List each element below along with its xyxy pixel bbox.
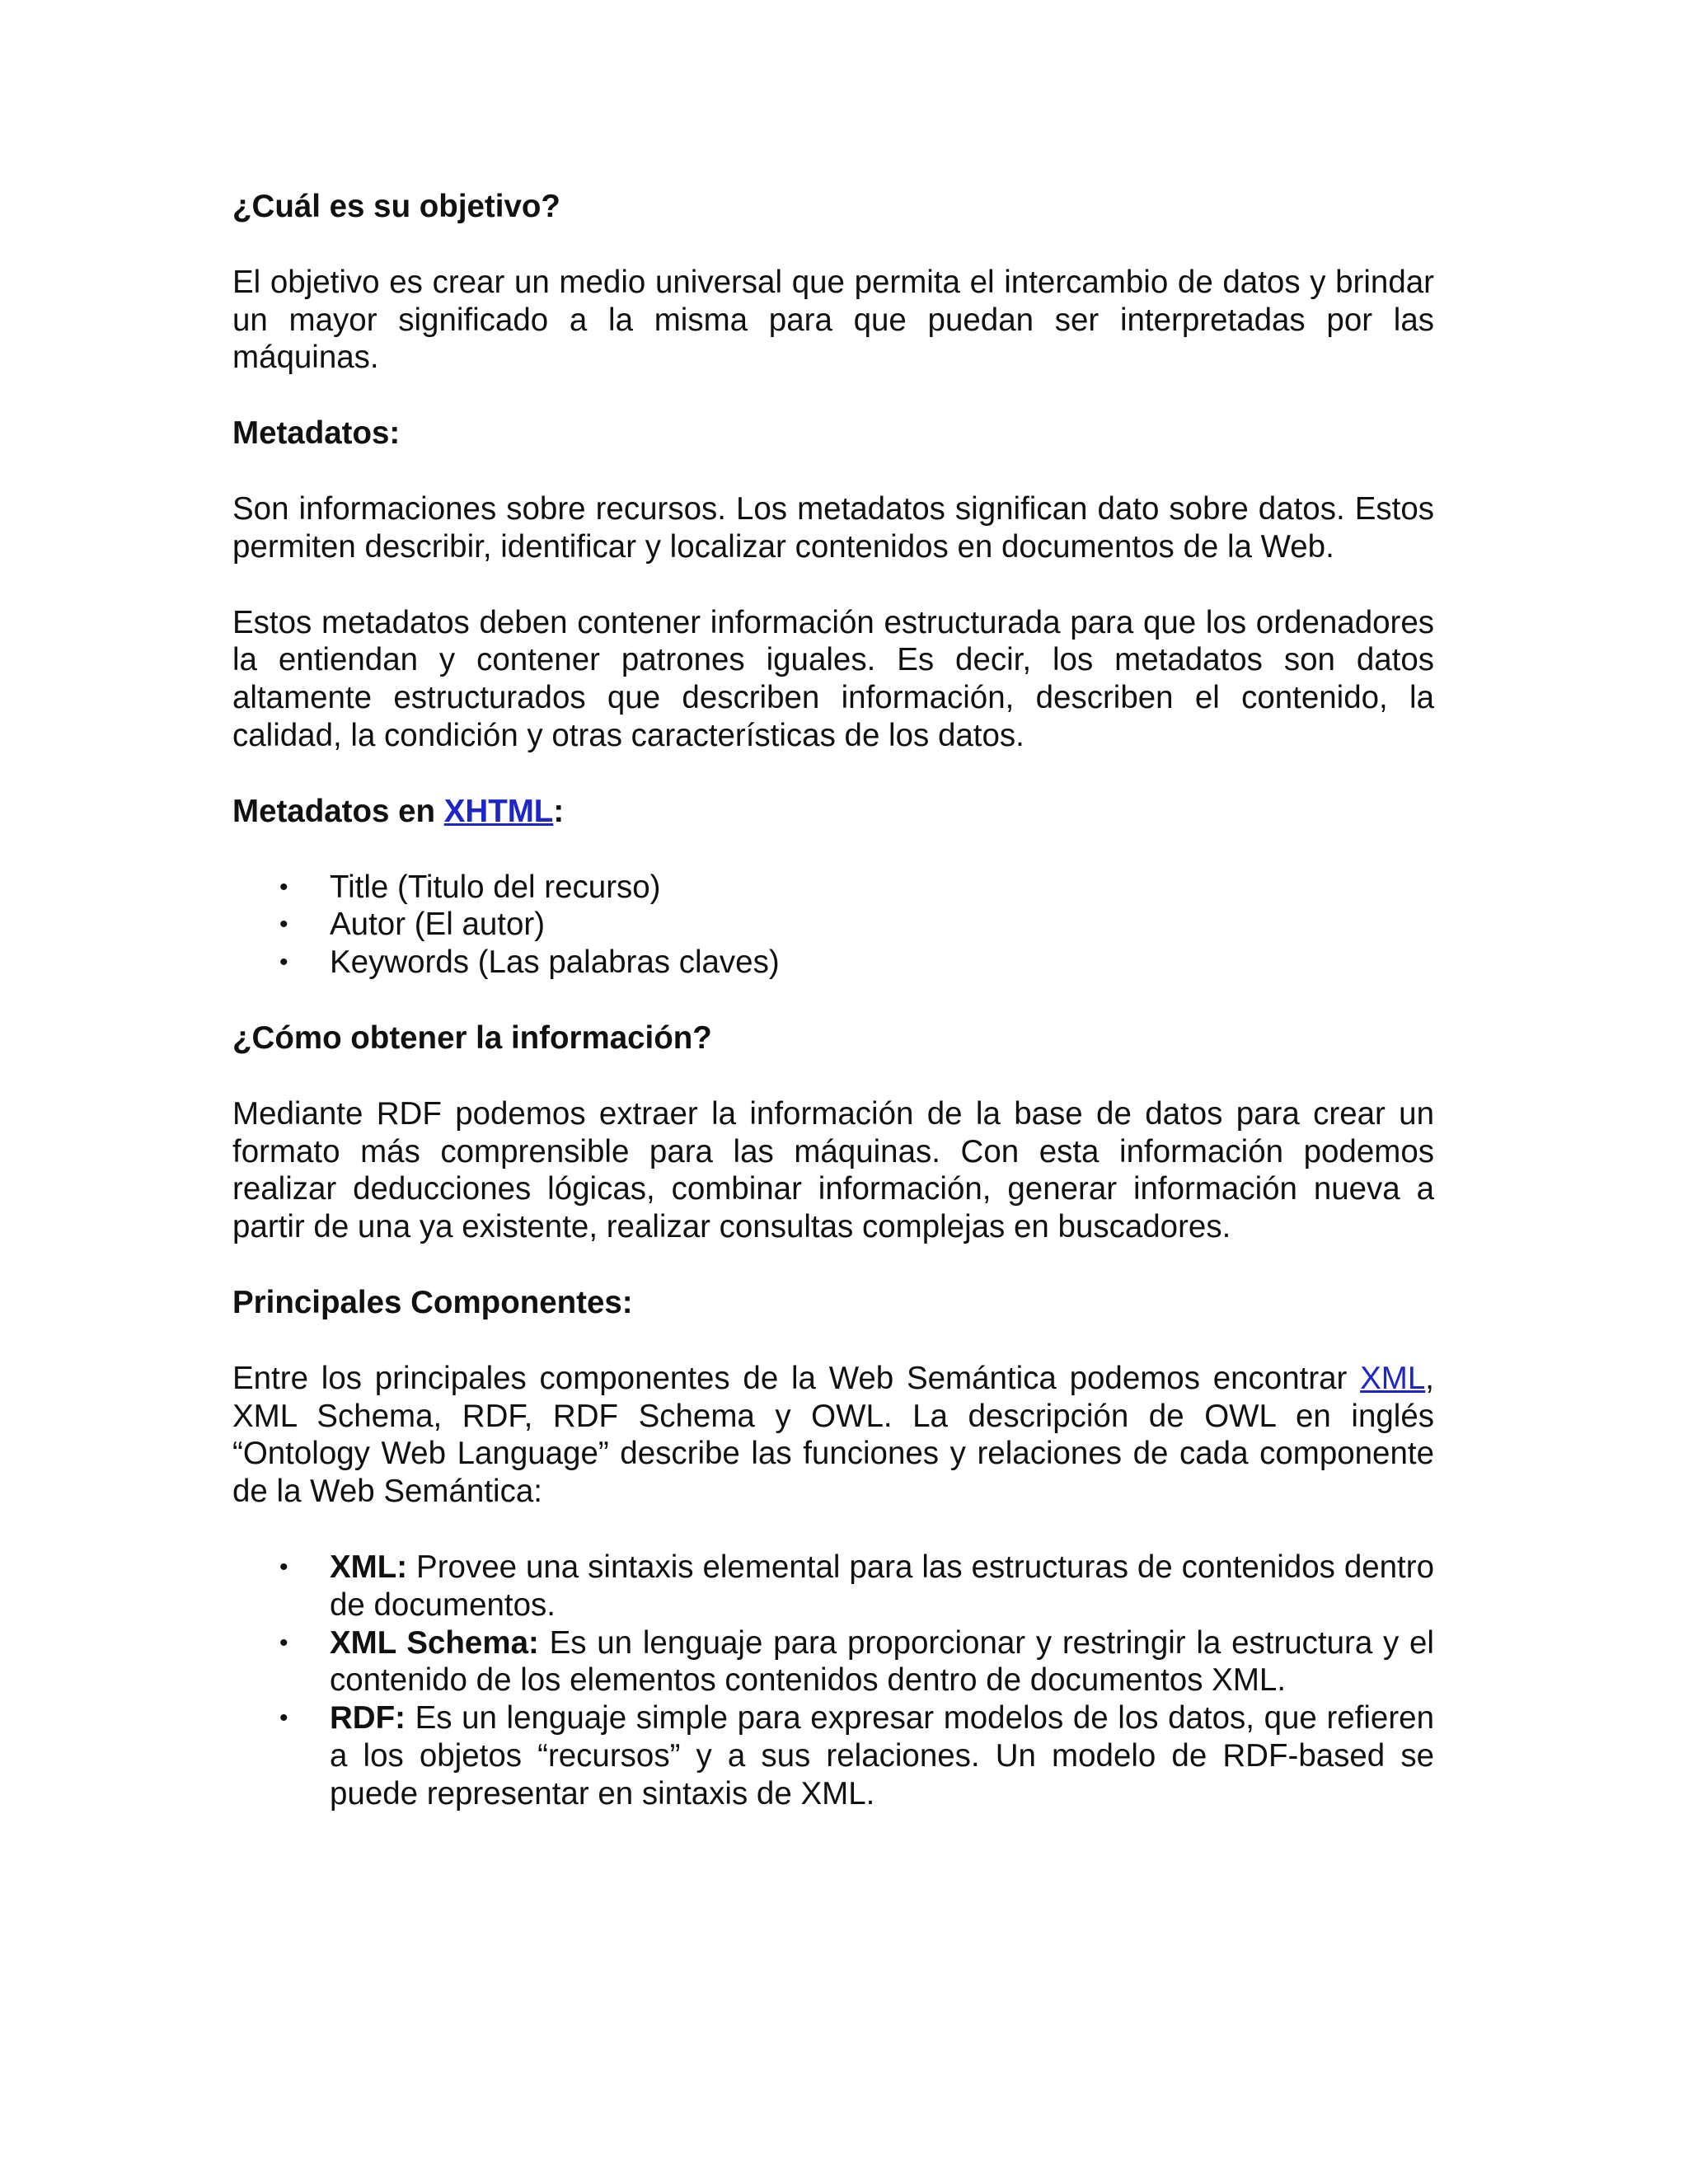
heading-principales-componentes: Principales Componentes: — [232, 1284, 633, 1320]
xhtml-link[interactable]: XHTML — [443, 793, 554, 829]
xml-link[interactable]: XML — [1360, 1360, 1426, 1396]
description-rdf: Es un lenguaje simple para expresar modelos de los datos, que refieren a los objetos “recursos” y a sus relaciones. Un modelo de RDF-based se puede representar en sintaxis de XML. — [330, 1700, 1434, 1811]
term-rdf: RDF: — [330, 1700, 406, 1736]
list-item-xml-schema — [330, 1624, 1434, 1700]
paragraph-obtener-informacion: Mediante RDF podemos extraer la información de la base de datos para crear un formato más comprensible para las máquinas. Con esta información podemos realizar deducciones lógicas, combinar información, generar información nueva a partir de una ya existente, realizar consultas complejas en buscadores. — [232, 1095, 1434, 1245]
paragraph-metadatos-structure: Estos metadatos deben contener información estructurada para que los ordenadores la entiendan y contener patrones iguales. Es decir, los metadatos son datos altamente estructurados que describen información, describen el contenido, la calidad, la condición y otras características de los datos. — [232, 604, 1434, 753]
xhtml-metadata-list — [232, 869, 1434, 982]
list-item-xml — [330, 1549, 1434, 1624]
document-page — [232, 188, 1434, 1851]
componentes-list — [232, 1549, 1434, 1813]
heading-obtener-informacion: ¿Cómo obtener la información? — [232, 1019, 712, 1056]
list-item-rdf — [330, 1699, 1434, 1812]
heading-metadatos-xhtml-suffix: : — [553, 793, 565, 829]
heading-metadatos: Metadatos: — [232, 415, 401, 452]
list-item-title: • Title (Titulo del recurso) — [330, 869, 1434, 907]
term-xml: XML: — [330, 1549, 408, 1585]
list-item-keywords: • Keywords (Las palabras claves) — [330, 944, 1434, 982]
description-xml: Provee una sintaxis elemental para las estructuras de contenidos dentro de documentos. — [330, 1549, 1434, 1623]
componentes-intro-prefix: Entre los principales componentes de la Web Semántica podemos encontrar — [232, 1360, 1361, 1396]
heading-metadatos-xhtml-prefix: Metadatos en — [232, 793, 444, 829]
heading-metadatos-xhtml — [232, 793, 1434, 831]
heading-objetivo: ¿Cuál es su objetivo? — [232, 189, 560, 224]
list-item-autor: • Autor (El autor) — [330, 906, 1434, 944]
term-xml-schema: XML Schema: — [330, 1624, 539, 1661]
paragraph-objetivo: El objetivo es crear un medio universal que permita el intercambio de datos y brindar un mayor significado a la misma para que puedan ser interpretadas por las máquinas. — [232, 264, 1434, 376]
paragraph-metadatos-definition: Son informaciones sobre recursos. Los metadatos significan dato sobre datos. Estos permiten describir, identificar y localizar contenidos en documentos de la Web. — [232, 490, 1434, 565]
description-xml-schema: Es un lenguaje para proporcionar y restringir la estructura y el contenido de los elementos contenidos dentro de documentos XML. — [330, 1624, 1434, 1699]
componentes-intro-suffix: , XML Schema, RDF, RDF Schema y OWL. La descripción de OWL en inglés “Ontology Web Language” describe las funciones y relaciones de cada componente de la Web Semántica: — [232, 1360, 1434, 1510]
paragraph-componentes-intro — [232, 1360, 1434, 1511]
